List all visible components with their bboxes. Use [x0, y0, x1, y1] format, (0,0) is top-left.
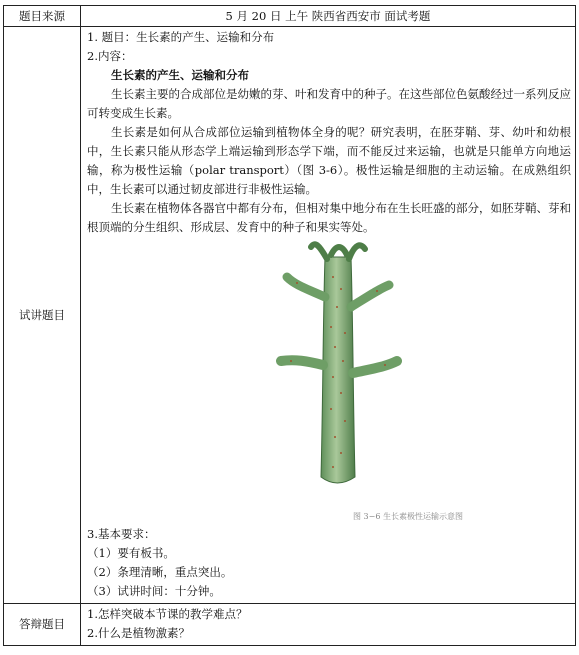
trial-content	[81, 27, 576, 604]
requirements-title: 3.基本要求：	[87, 527, 156, 541]
defense-question-2: 2.什么是植物激素？	[87, 626, 190, 640]
requirements	[87, 525, 571, 601]
figure-caption: 图 3−6 生长素极性运输示意图	[353, 512, 463, 521]
exam-table	[3, 5, 576, 646]
requirement-1: （1）要有板书。	[87, 546, 175, 560]
defense-content	[81, 604, 576, 646]
requirement-2: （2）条理清晰，重点突出。	[87, 565, 233, 579]
topic-line: 1. 题目：生长素的产生、运输和分布	[87, 30, 275, 44]
trial-label: 试讲题目	[4, 27, 81, 604]
content-label: 2.内容：	[87, 49, 133, 63]
defense-question-1: 1.怎样突破本节课的教学难点？	[87, 607, 248, 621]
source-label: 题目来源	[4, 6, 81, 27]
source-row	[4, 6, 576, 27]
defense-label: 答辩题目	[4, 604, 81, 646]
trial-row	[4, 27, 576, 604]
section-title: 生长素的产生、运输和分布	[111, 68, 249, 82]
figure-polar-transport	[87, 237, 571, 525]
source-value: 5 月 20 日 上午 陕西省西安市 面试考题	[81, 6, 576, 27]
paragraph-3: 生长素在植物体各器官中都有分布，但相对集中地分布在生长旺盛的部分，如胚芽鞘、芽和根顶端的分生组织、形成层、发育中的种子和果实等处。	[87, 201, 571, 234]
paragraph-2: 生长素是如何从合成部位运输到植物体全身的呢？研究表明，在胚芽鞘、芽、幼叶和幼根中，生长素只能从形态学上端运输到形态学下端，而不能反过来运输，也就是只能单方向地运输，称为极性运输（polar transport）（图 3-6）。极性运输是细胞的主动运输。在成熟组织中，生长素可以通过韧皮部进行非极性运输。	[87, 125, 571, 196]
defense-row	[4, 604, 576, 646]
requirement-3: （3）试讲时间：十分钟。	[87, 584, 221, 598]
plant-stem-illustration	[267, 237, 407, 499]
paragraph-1: 生长素主要的合成部位是幼嫩的芽、叶和发育中的种子。在这些部位色氨酸经过一系列反应可转变成生长素。	[87, 87, 571, 120]
